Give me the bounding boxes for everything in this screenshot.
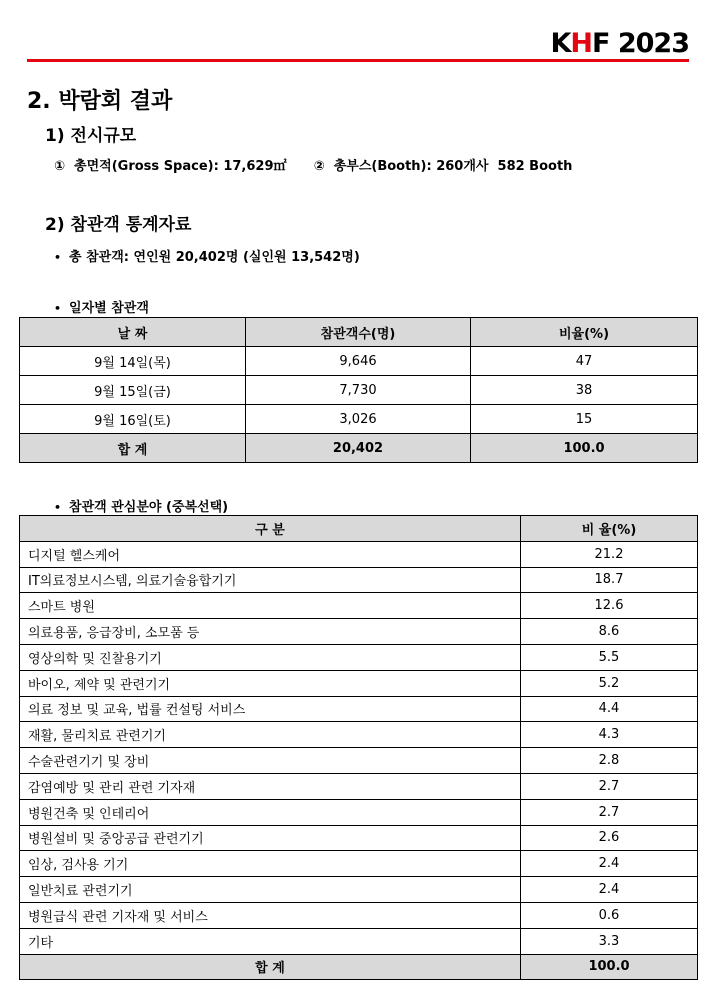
category-cell: 의료용품, 응급장비, 소모품 등	[20, 619, 521, 645]
table-row	[20, 825, 698, 851]
category-cell: 병원설비 및 중앙공급 관련기기	[20, 825, 521, 851]
table-row	[20, 902, 698, 928]
table-row	[20, 347, 698, 376]
date-cell: 9월 16일(토)	[20, 405, 246, 434]
ratio-cell: 2.8	[521, 748, 698, 774]
khf-2023-logo	[550, 30, 689, 57]
header-date: 날 짜	[20, 318, 246, 347]
total-row	[20, 954, 698, 980]
ratio-cell: 5.2	[521, 670, 698, 696]
category-cell: 재활, 물리치료 관련기기	[20, 722, 521, 748]
ratio-cell: 2.7	[521, 799, 698, 825]
logo-prefix: KHF	[550, 28, 610, 59]
total-ratio: 100.0	[521, 954, 698, 980]
table-row	[20, 722, 698, 748]
table-row	[20, 670, 698, 696]
daily-visitors-table	[19, 317, 698, 463]
ratio-cell: 3.3	[521, 928, 698, 954]
table-row	[20, 928, 698, 954]
bullet-icon: •	[54, 251, 62, 264]
ratio-cell: 21.2	[521, 541, 698, 567]
category-cell: 병원급식 관련 기자재 및 서비스	[20, 902, 521, 928]
ratio-cell: 5.5	[521, 644, 698, 670]
table-row	[20, 851, 698, 877]
category-cell: 바이오, 제약 및 관련기기	[20, 670, 521, 696]
table-row	[20, 405, 698, 434]
table-row	[20, 877, 698, 903]
category-cell: 기타	[20, 928, 521, 954]
ratio-cell: 4.3	[521, 722, 698, 748]
date-cell: 9월 14일(목)	[20, 347, 246, 376]
category-cell: 영상의학 및 진찰용기기	[20, 644, 521, 670]
ratio-cell: 4.4	[521, 696, 698, 722]
subsection-visitor-stats: 2) 참관객 통계자료	[45, 215, 192, 235]
category-cell: 스마트 병원	[20, 593, 521, 619]
bullet-icon: •	[54, 501, 62, 514]
ratio-cell: 2.4	[521, 877, 698, 903]
subsection-exhibition-scale: 1) 전시규모	[45, 126, 137, 146]
total-visitors: 20,402	[246, 434, 471, 463]
category-cell: 임상, 검사용 기기	[20, 851, 521, 877]
ratio-cell: 0.6	[521, 902, 698, 928]
table-row	[20, 376, 698, 405]
header-category: 구 분	[20, 516, 521, 542]
table-row	[20, 748, 698, 774]
total-row	[20, 434, 698, 463]
header-divider	[27, 59, 689, 62]
logo-year: 2023	[617, 28, 689, 59]
exhibition-scale-line: ① 총면적(Gross Space): 17,629㎡ ② 총부스(Booth): 260개사 582 Booth	[54, 159, 573, 174]
category-cell: 감염예방 및 관리 관련 기자재	[20, 773, 521, 799]
table-row	[20, 541, 698, 567]
header-ratio: 비 율(%)	[521, 516, 698, 542]
table-row	[20, 696, 698, 722]
table-row	[20, 644, 698, 670]
category-cell: 병원건축 및 인테리어	[20, 799, 521, 825]
bullet-icon: •	[54, 302, 62, 315]
visitors-cell: 7,730	[246, 376, 471, 405]
table-header-row	[20, 318, 698, 347]
date-cell: 9월 15일(금)	[20, 376, 246, 405]
interest-table	[19, 515, 698, 980]
ratio-cell: 47	[471, 347, 698, 376]
table-row	[20, 593, 698, 619]
logo-accent-letter: H	[570, 28, 592, 59]
category-cell: 의료 정보 및 교육, 법률 컨설팅 서비스	[20, 696, 521, 722]
table-row	[20, 773, 698, 799]
table-header-row	[20, 516, 698, 542]
interest-heading	[54, 496, 228, 515]
ratio-cell: 15	[471, 405, 698, 434]
daily-visitors-title: 일자별 참관객	[69, 301, 149, 316]
total-visitors-text: 총 참관객: 연인원 20,402명 (실인원 13,542명)	[69, 250, 360, 265]
total-label: 합 계	[20, 954, 521, 980]
category-cell: 디지털 헬스케어	[20, 541, 521, 567]
total-ratio: 100.0	[471, 434, 698, 463]
ratio-cell: 18.7	[521, 567, 698, 593]
ratio-cell: 2.7	[521, 773, 698, 799]
ratio-cell: 38	[471, 376, 698, 405]
interest-title: 참관객 관심분야 (중복선택)	[69, 500, 229, 515]
header-visitors: 참관객수(명)	[246, 318, 471, 347]
ratio-cell: 8.6	[521, 619, 698, 645]
total-label: 합 계	[20, 434, 246, 463]
ratio-cell: 2.4	[521, 851, 698, 877]
table-row	[20, 799, 698, 825]
header-ratio: 비율(%)	[471, 318, 698, 347]
table-row	[20, 567, 698, 593]
total-visitors-line	[54, 246, 360, 265]
category-cell: 일반치료 관련기기	[20, 877, 521, 903]
category-cell: 수술관련기기 및 장비	[20, 748, 521, 774]
daily-visitors-heading	[54, 297, 149, 316]
section-title: 2. 박람회 결과	[27, 89, 173, 114]
ratio-cell: 12.6	[521, 593, 698, 619]
table-row	[20, 619, 698, 645]
ratio-cell: 2.6	[521, 825, 698, 851]
visitors-cell: 3,026	[246, 405, 471, 434]
visitors-cell: 9,646	[246, 347, 471, 376]
category-cell: IT의료정보시스템, 의료기술융합기기	[20, 567, 521, 593]
